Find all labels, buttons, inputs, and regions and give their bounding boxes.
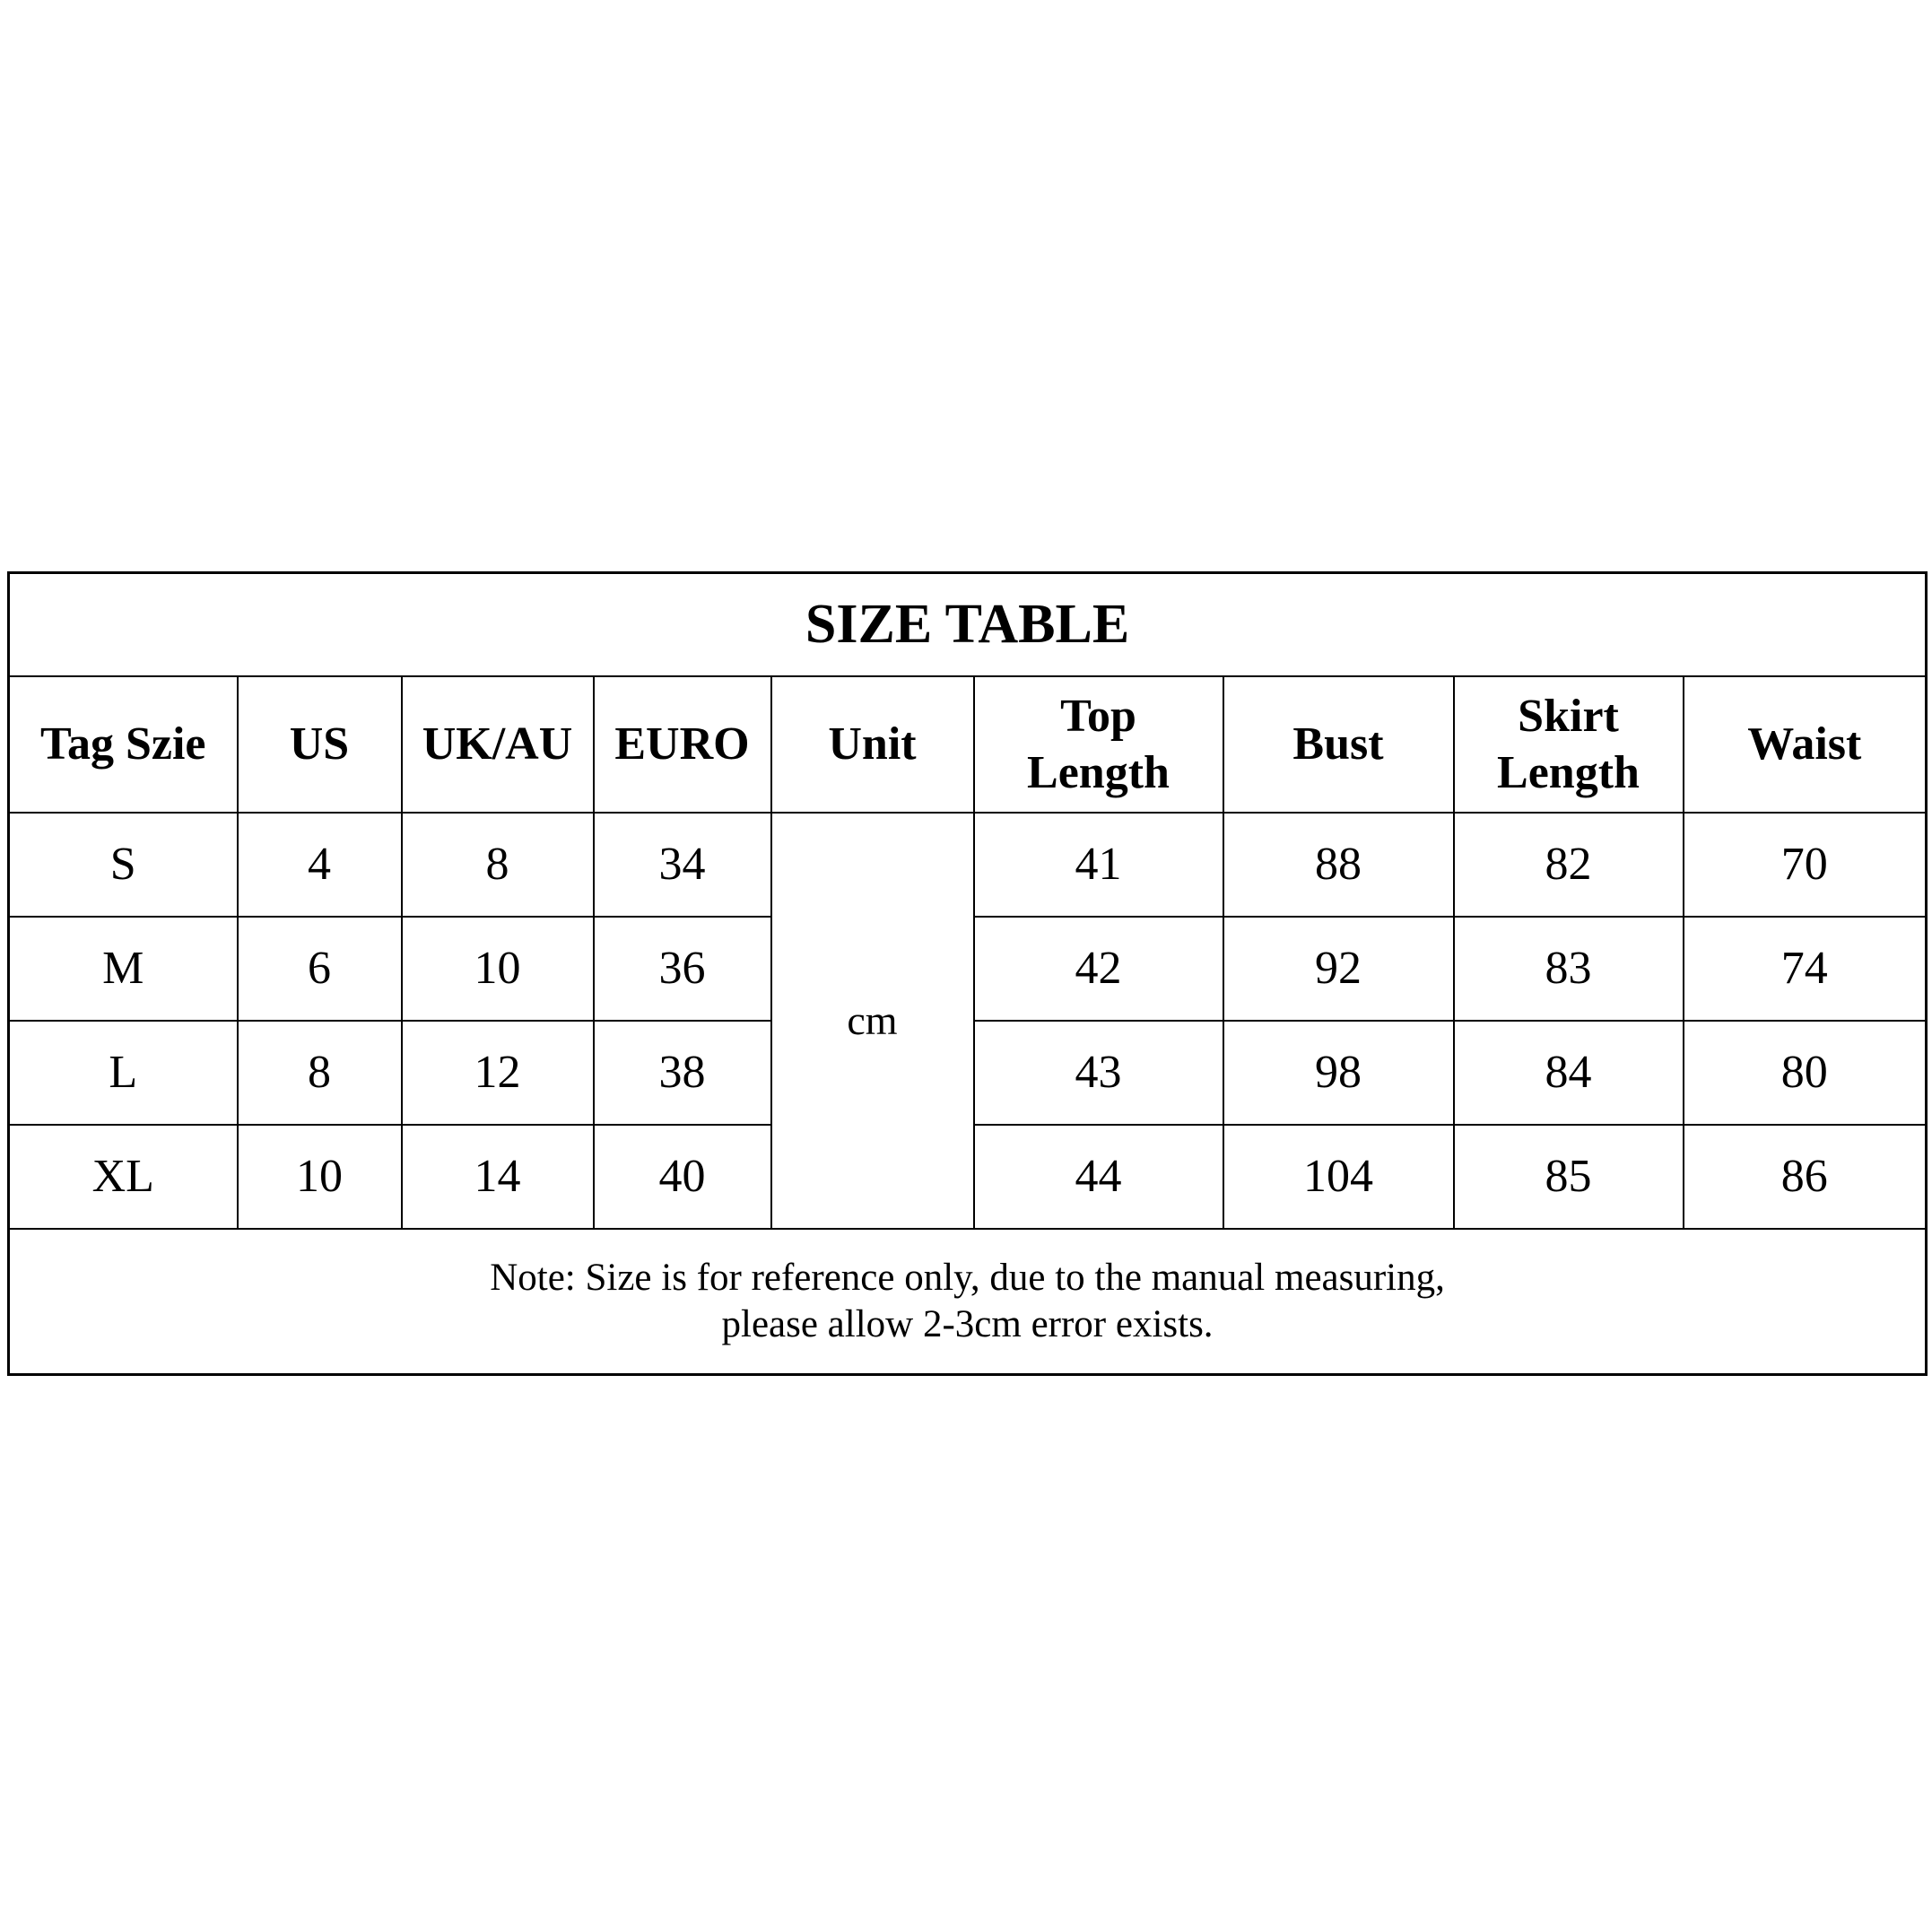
header-row: [9, 676, 1927, 813]
cell-us: 6: [238, 917, 402, 1021]
header-uk-au: UK/AU: [402, 676, 594, 813]
cell-uk-au: 12: [402, 1021, 594, 1125]
cell-top-length: 43: [974, 1021, 1223, 1125]
cell-top-length: 44: [974, 1125, 1223, 1229]
cell-euro: 36: [594, 917, 771, 1021]
cell-bust: 92: [1223, 917, 1454, 1021]
cell-euro: 40: [594, 1125, 771, 1229]
header-euro: EURO: [594, 676, 771, 813]
size-table: [7, 571, 1928, 1376]
cell-uk-au: 8: [402, 813, 594, 917]
header-waist: Waist: [1684, 676, 1927, 813]
table-title: SIZE TABLE: [9, 573, 1927, 677]
cell-bust: 104: [1223, 1125, 1454, 1229]
table-row-s: [9, 813, 1927, 917]
cell-waist: 86: [1684, 1125, 1927, 1229]
cell-top-length: 42: [974, 917, 1223, 1021]
cell-euro: 38: [594, 1021, 771, 1125]
table-note: [9, 1229, 1927, 1375]
note-line-1: Note: Size is for reference only, due to the manual measuring,: [490, 1256, 1445, 1299]
cell-tag: XL: [9, 1125, 238, 1229]
cell-bust: 88: [1223, 813, 1454, 917]
header-bust: Bust: [1223, 676, 1454, 813]
cell-skirt-length: 85: [1454, 1125, 1684, 1229]
cell-skirt-length: 83: [1454, 917, 1684, 1021]
cell-uk-au: 14: [402, 1125, 594, 1229]
cell-euro: 34: [594, 813, 771, 917]
cell-bust: 98: [1223, 1021, 1454, 1125]
cell-us: 10: [238, 1125, 402, 1229]
header-skirt-length: Skirt Length: [1454, 676, 1684, 813]
cell-uk-au: 10: [402, 917, 594, 1021]
cell-skirt-length: 84: [1454, 1021, 1684, 1125]
cell-tag: S: [9, 813, 238, 917]
header-unit: Unit: [771, 676, 974, 813]
cell-top-length: 41: [974, 813, 1223, 917]
cell-waist: 70: [1684, 813, 1927, 917]
cell-waist: 80: [1684, 1021, 1927, 1125]
header-us: US: [238, 676, 402, 813]
cell-tag: L: [9, 1021, 238, 1125]
cell-waist: 74: [1684, 917, 1927, 1021]
note-line-2: please allow 2-3cm error exists.: [721, 1303, 1214, 1345]
header-tag-size: Tag Szie: [9, 676, 238, 813]
cell-us: 4: [238, 813, 402, 917]
header-top-length: Top Length: [974, 676, 1223, 813]
cell-skirt-length: 82: [1454, 813, 1684, 917]
cell-tag: M: [9, 917, 238, 1021]
cell-unit: cm: [771, 813, 974, 1229]
cell-us: 8: [238, 1021, 402, 1125]
